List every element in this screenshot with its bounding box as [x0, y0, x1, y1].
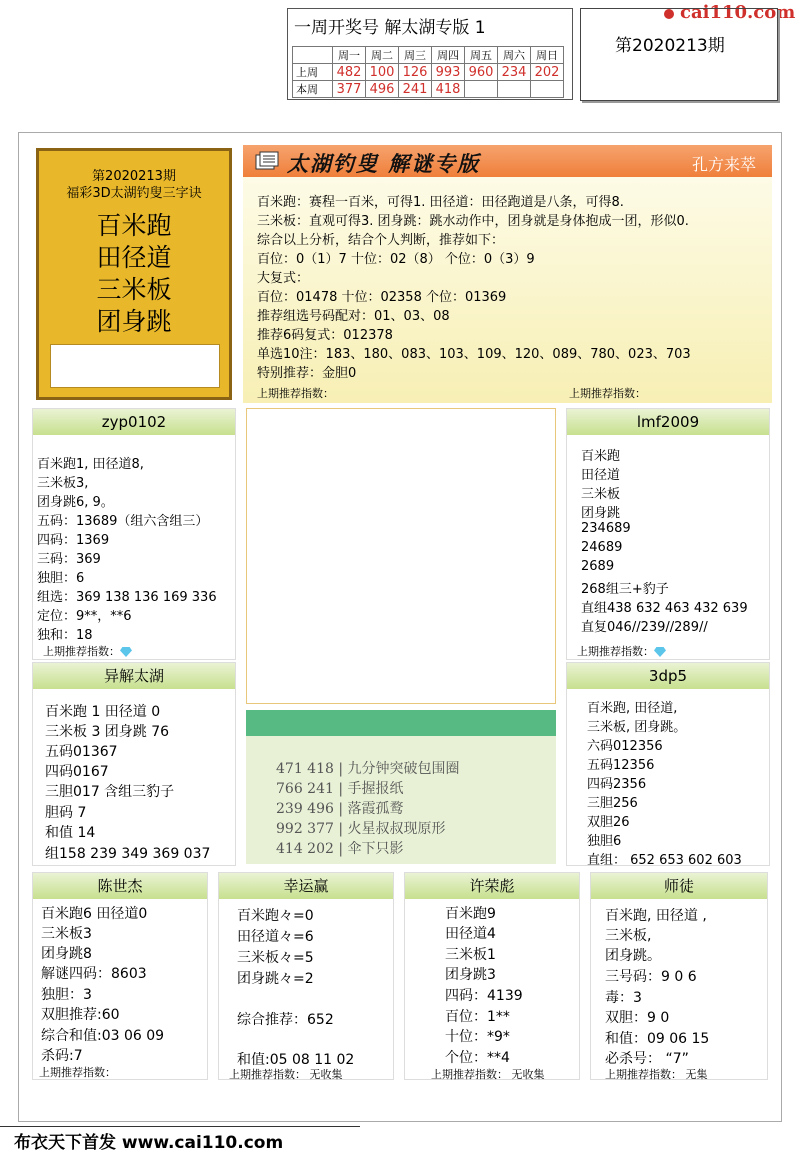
index-label: 上期推荐指数： 无收集	[229, 1068, 343, 1081]
list-item: 239 496 | 落霞孤鹜	[276, 801, 404, 817]
analysis-line: 大复式：	[257, 271, 310, 286]
analysis-line: 百位：01478 十位：02358 个位：01369	[257, 290, 507, 305]
analysis-line: 单选10注：183、180、083、103、109、120、089、780、023、703	[257, 347, 691, 362]
row-label: 上周	[293, 64, 333, 81]
panel-line: 24689	[581, 540, 623, 555]
list-item: 414 202 | 伞下只影	[276, 841, 404, 857]
analysis-line: 综合以上分析，结合个人判断，推荐如下：	[257, 233, 505, 248]
panel-title: 异解太湖	[33, 663, 235, 689]
panel-line: 定位：9**，**6	[37, 609, 132, 624]
xurongbiao-panel	[404, 872, 580, 1080]
card-issue: 第2020213期	[92, 169, 176, 184]
panel-line: 三米板3	[41, 926, 92, 942]
panel-line: 五码12356	[587, 758, 655, 773]
draw-number	[498, 81, 531, 98]
author-name: 孔方来萃	[691, 155, 756, 174]
panel-line: 四码：4139	[445, 988, 523, 1004]
panel-line: 四码2356	[587, 777, 647, 792]
day-header: 周六	[498, 47, 531, 64]
panel-line: 团身跳々=2	[237, 971, 314, 987]
panel-line: 三米板1	[445, 947, 496, 963]
panel-line: 三米板3,	[37, 476, 89, 491]
panel-line: 五码：13689（组六含组三）	[37, 514, 209, 529]
weekly-draw-table	[292, 46, 564, 98]
panel-line: 2689	[581, 559, 615, 574]
day-header: 周四	[432, 47, 465, 64]
panel-line: 三号码：9 0 6	[605, 969, 697, 985]
riddle-history-list	[246, 736, 556, 864]
panel-line: 双胆：9 0	[605, 1010, 670, 1026]
panel-title: 3dp5	[567, 663, 769, 689]
panel-line: 三米板, 团身跳。	[587, 720, 687, 735]
yijie-panel	[32, 662, 236, 866]
draw-number: 234	[498, 64, 531, 81]
panel-line: 杀码:7	[41, 1048, 83, 1064]
newspaper-icon	[255, 151, 279, 171]
list-item: 471 418 | 九分钟突破包围圈	[276, 761, 460, 777]
lmf2009-panel	[566, 408, 770, 660]
panel-line: 团身跳。	[605, 948, 661, 964]
panel-line: 个位：**4	[445, 1050, 510, 1066]
chenshijie-panel	[32, 872, 208, 1080]
panel-line: 四码0167	[45, 764, 109, 780]
panel-line: 独胆：6	[37, 571, 85, 586]
panel-line: 直复046//239//289//	[581, 620, 708, 635]
panel-title: 师徒	[591, 873, 767, 899]
3dp5-panel	[566, 662, 770, 866]
panel-line: 综合和值:03 06 09	[41, 1028, 165, 1044]
day-header: 周三	[399, 47, 432, 64]
draw-number: 126	[399, 64, 432, 81]
draw-number: 377	[333, 81, 366, 98]
panel-line: 田径道々=6	[237, 929, 314, 945]
issue-box	[580, 8, 778, 101]
panel-line: 五码01367	[45, 744, 118, 760]
issue-number: 第2020213期	[615, 36, 725, 56]
card-blank-area	[50, 344, 220, 388]
panel-line: 解谜四码：8603	[41, 966, 147, 982]
panel-line: 团身跳6, 9。	[37, 495, 114, 510]
panel-line: 双胆26	[587, 815, 630, 830]
panel-line: 团身跳3	[445, 967, 496, 983]
draw-number: 960	[465, 64, 498, 81]
panel-line: 胆码 7	[45, 805, 87, 821]
panel-line: 直组438 632 463 432 639	[581, 601, 748, 616]
panel-line: 268组三+豹子	[581, 582, 669, 597]
panel-line: 团身跳8	[41, 946, 92, 962]
panel-line: 四码：1369	[37, 533, 110, 548]
day-header: 周二	[366, 47, 399, 64]
day-header: 周一	[333, 47, 366, 64]
panel-title: 幸运赢	[219, 873, 393, 899]
panel-line: 三米板,	[605, 928, 652, 944]
weekly-draw-title: 一周开奖号 解太湖专版 1	[294, 18, 486, 38]
panel-line: 和值：09 06 15	[605, 1031, 710, 1047]
panel-line: 百米跑1, 田径道8,	[37, 457, 144, 472]
panel-line: 独和：18	[37, 628, 93, 643]
panel-line: 和值 14	[45, 825, 96, 841]
card-subtitle: 福彩3D太湖钓叟三字诀	[66, 186, 202, 201]
analysis-line: 推荐组选号码配对：01、03、08	[257, 309, 450, 324]
index-label: 上期推荐指数：	[43, 643, 132, 659]
diamond-icon	[654, 647, 666, 657]
table-header-row	[293, 47, 564, 64]
panel-line: 和值:05 08 11 02	[237, 1052, 355, 1068]
panel-line: 十位：*9*	[445, 1029, 510, 1045]
analysis-line: 特别推荐：金胆0	[257, 366, 357, 381]
analysis-line: 百位：0（1）7 十位：02（8） 个位：0（3）9	[257, 252, 535, 267]
zyp0102-panel	[32, 408, 236, 660]
draw-number: 100	[366, 64, 399, 81]
panel-line: 三码：369	[37, 552, 101, 567]
weekly-draw-panel	[287, 8, 573, 100]
panel-line: 三米板	[581, 487, 621, 502]
panel-line: 独胆：3	[41, 987, 92, 1003]
index-label: 上期推荐指数：	[569, 387, 646, 400]
panel-line: 双胆推荐:60	[41, 1007, 120, 1023]
draw-number	[465, 81, 498, 98]
draw-number: 496	[366, 81, 399, 98]
index-label: 上期推荐指数： 无收集	[431, 1068, 545, 1081]
draw-number: 241	[399, 81, 432, 98]
shitu-panel	[590, 872, 768, 1080]
analysis-line: 推荐6码复式：012378	[257, 328, 393, 343]
special-title: 太湖钓叟 解谜专版	[287, 151, 481, 176]
panel-line: 必杀号： “7”	[605, 1051, 689, 1067]
panel-title: zyp0102	[33, 409, 235, 435]
index-label: 上期推荐指数：	[257, 387, 334, 400]
riddle-line: 田径道	[96, 243, 172, 272]
draw-number: 482	[333, 64, 366, 81]
special-header	[243, 145, 772, 177]
panel-line: 三米板 3 团身跳 76	[45, 724, 170, 740]
special-content	[243, 177, 772, 403]
table-row	[293, 64, 564, 81]
panel-title: 许荣彪	[405, 873, 579, 899]
panel-line: 组158 239 349 369 037	[45, 846, 211, 862]
panel-line: 百米跑, 田径道 ,	[605, 908, 707, 924]
index-label: 上期推荐指数：	[39, 1066, 116, 1079]
panel-line: 毒：3	[605, 990, 642, 1006]
panel-line: 综合推荐：652	[237, 1012, 334, 1028]
panel-title: lmf2009	[567, 409, 769, 435]
draw-number: 202	[531, 64, 564, 81]
diamond-icon	[120, 647, 132, 657]
panel-line: 组选：369 138 136 169 336	[37, 590, 217, 605]
panel-line: 三胆017 含组三豹子	[45, 784, 175, 800]
draw-number	[531, 81, 564, 98]
index-label: 上期推荐指数： 无集	[605, 1068, 708, 1081]
center-blank-box	[246, 408, 556, 704]
draw-number: 418	[432, 81, 465, 98]
panel-line: 百米跑々=0	[237, 908, 314, 924]
panel-line: 百位：1**	[445, 1009, 510, 1025]
panel-line: 直组： 652 653 602 603	[587, 853, 742, 868]
site-logo[interactable]: cai110.com	[680, 2, 795, 23]
panel-title: 陈世杰	[33, 873, 207, 899]
panel-line: 三米板々=5	[237, 950, 314, 966]
analysis-line: 百米跑：赛程一百米，可得1. 田径道：田径跑道是八条，可得8.	[257, 195, 624, 210]
index-label: 上期推荐指数：	[577, 643, 666, 659]
center-green-bar	[246, 710, 556, 736]
panel-line: 独胆6	[587, 834, 622, 849]
row-label: 本周	[293, 81, 333, 98]
panel-line: 田径道	[581, 468, 621, 483]
panel-line: 百米跑9	[445, 906, 496, 922]
analysis-line: 三米板：直观可得3. 团身跳：跳水动作中，团身就是身体抱成一团，形似0.	[257, 214, 689, 229]
riddle-line: 三米板	[96, 275, 172, 304]
footer-divider	[0, 1126, 360, 1127]
riddle-card	[36, 148, 232, 400]
riddle-line: 团身跳	[96, 307, 172, 336]
panel-line: 百米跑 1 田径道 0	[45, 704, 161, 720]
list-item: 992 377 | 火星叔叔现原形	[276, 821, 446, 837]
draw-number: 993	[432, 64, 465, 81]
xingyunying-panel	[218, 872, 394, 1080]
panel-line: 百米跑6 田径道0	[41, 906, 148, 922]
day-header: 周日	[531, 47, 564, 64]
panel-line: 六码012356	[587, 739, 663, 754]
panel-line: 三胆256	[587, 796, 638, 811]
day-header: 周五	[465, 47, 498, 64]
panel-line: 234689	[581, 521, 631, 536]
panel-line: 团身跳	[581, 506, 621, 521]
panel-line: 田径道4	[445, 926, 496, 942]
table-row	[293, 81, 564, 98]
list-item: 766 241 | 手握报纸	[276, 781, 404, 797]
panel-line: 百米跑	[581, 449, 621, 464]
footer-credit[interactable]: 布衣天下首发 www.cai110.com	[14, 1133, 284, 1153]
panel-line: 百米跑, 田径道,	[587, 701, 678, 716]
riddle-line: 百米跑	[96, 211, 172, 240]
